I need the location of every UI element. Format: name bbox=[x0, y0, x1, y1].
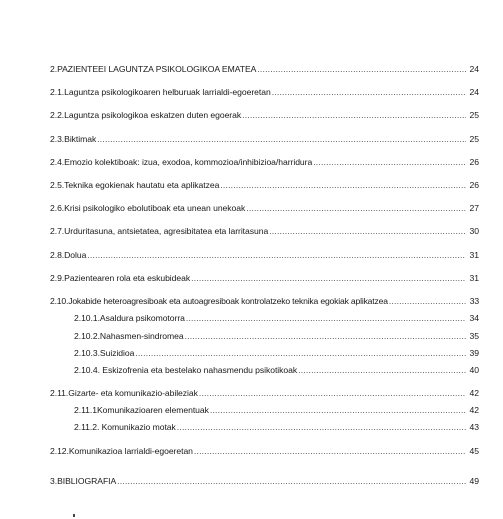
toc-page-number: 42 bbox=[469, 388, 479, 398]
toc-leader-dots bbox=[185, 331, 466, 342]
toc-entry[interactable] bbox=[50, 134, 479, 145]
toc-entry[interactable] bbox=[50, 226, 479, 237]
toc-entry[interactable] bbox=[74, 405, 479, 416]
toc-entry[interactable] bbox=[74, 422, 479, 433]
toc-leader-dots bbox=[272, 87, 466, 98]
toc-page-number: 30 bbox=[469, 226, 479, 236]
toc-page-number: 24 bbox=[469, 64, 479, 74]
toc-entry-title: 2.7.Urduritasuna, antsietatea, agresibitatea eta larritasuna bbox=[50, 226, 269, 236]
toc-entry-title: 2.5.Teknika egokienak hautatu eta aplikatzea bbox=[50, 180, 220, 190]
toc-page-number: 35 bbox=[469, 331, 479, 341]
toc-entry-title: 3.BIBLIOGRAFIA bbox=[50, 476, 117, 486]
toc-leader-dots bbox=[87, 250, 466, 261]
toc-page-number: 25 bbox=[469, 134, 479, 144]
toc-entry[interactable] bbox=[50, 476, 479, 487]
toc-leader-dots bbox=[191, 273, 466, 284]
toc-leader-dots bbox=[135, 348, 466, 359]
toc-entry-title: 2.9.Pazientearen rola eta eskubideak bbox=[50, 273, 191, 283]
toc-entry-title: 2.12.Komunikazioa larrialdi-egoeretan bbox=[50, 446, 193, 456]
toc-page-number: 33 bbox=[469, 296, 479, 306]
toc-entry[interactable] bbox=[50, 203, 479, 214]
toc-entry[interactable] bbox=[50, 157, 479, 168]
toc-entry[interactable] bbox=[74, 331, 479, 342]
toc-entry[interactable] bbox=[74, 348, 479, 359]
toc-leader-dots bbox=[210, 405, 466, 416]
text-cursor-mark bbox=[73, 514, 75, 517]
toc-entry[interactable] bbox=[74, 365, 479, 376]
toc-entry[interactable] bbox=[50, 296, 479, 307]
toc-entry-title: 2.11.1Komunikazioaren elementuak bbox=[74, 405, 209, 415]
toc-entry-title: 2.11.2. Komunikazio motak bbox=[74, 422, 176, 432]
toc-leader-dots bbox=[199, 388, 466, 399]
toc-page-number: 39 bbox=[469, 348, 479, 358]
toc-entry[interactable] bbox=[74, 313, 479, 324]
toc-page-number: 49 bbox=[469, 476, 479, 486]
toc-page-number: 24 bbox=[469, 87, 479, 97]
toc-page-number: 31 bbox=[469, 273, 479, 283]
toc-leader-dots bbox=[298, 365, 466, 376]
toc-leader-dots bbox=[242, 110, 466, 121]
toc-page-number: 40 bbox=[469, 365, 479, 375]
toc-entry[interactable] bbox=[50, 87, 479, 98]
toc-page-number: 45 bbox=[469, 446, 479, 456]
toc-leader-dots bbox=[313, 157, 466, 168]
toc-entry-title: 2.10.3.Suizidioa bbox=[74, 348, 135, 358]
toc-entry[interactable] bbox=[50, 273, 479, 284]
toc-entry-title: 2.1.Laguntza psikologikoaren helburuak larrialdi-egoeretan bbox=[50, 87, 271, 97]
toc-page-number: 26 bbox=[469, 180, 479, 190]
toc-entry[interactable] bbox=[50, 250, 479, 261]
toc-entry[interactable] bbox=[50, 110, 479, 121]
toc-leader-dots bbox=[257, 64, 466, 75]
toc-entry-title: 2.10.4. Eskizofrenia eta bestelako nahasmendu psikotikoak bbox=[74, 365, 298, 375]
toc-entry-title: 2.4.Emozio kolektiboak: izua, exodoa, kommozioa/inhibizioa/harridura bbox=[50, 157, 313, 167]
toc-entry-title: 2.10.2.Nahasmen-sindromea bbox=[74, 331, 184, 341]
toc-leader-dots bbox=[246, 203, 466, 214]
toc-page-number: 43 bbox=[469, 422, 479, 432]
toc-leader-dots bbox=[220, 180, 466, 191]
toc-entry-title: 2.8.Dolua bbox=[50, 250, 87, 260]
toc-entry-title: 2.3.Biktimak bbox=[50, 134, 97, 144]
toc-leader-dots bbox=[177, 422, 466, 433]
toc-leader-dots bbox=[186, 313, 466, 324]
toc-entry[interactable] bbox=[50, 388, 479, 399]
toc-page-number: 25 bbox=[469, 110, 479, 120]
toc-page-number: 26 bbox=[469, 157, 479, 167]
toc-entry-title: 2.PAZIENTEEI LAGUNTZA PSIKOLOGIKOA EMATEA bbox=[50, 64, 257, 74]
toc-entry-title: 2.11.Gizarte- eta komunikazio-abileziak bbox=[50, 388, 198, 398]
toc-entry[interactable] bbox=[50, 446, 479, 457]
toc-entry-title: 2.10.1.Asaldura psikomotorra bbox=[74, 313, 185, 323]
toc-page-number: 27 bbox=[469, 203, 479, 213]
toc-leader-dots bbox=[194, 446, 466, 457]
toc-page-number: 42 bbox=[469, 405, 479, 415]
toc-page-number: 34 bbox=[469, 313, 479, 323]
toc-page-number: 31 bbox=[469, 250, 479, 260]
toc-entry-title: 2.2.Laguntza psikologikoa eskatzen duten egoerak bbox=[50, 110, 242, 120]
toc-entry[interactable] bbox=[50, 180, 479, 191]
toc-entry-title: 2.10.Jokabide heteroagresiboak eta autoagresiboak kontrolatzeko teknika egokiak aplikatzea bbox=[50, 296, 388, 306]
toc-entry-title: 2.6.Krisi psikologiko ebolutiboak eta unean unekoak bbox=[50, 203, 246, 213]
toc-leader-dots bbox=[117, 476, 466, 487]
toc-leader-dots bbox=[389, 296, 466, 307]
toc-entry[interactable] bbox=[50, 64, 479, 75]
toc-leader-dots bbox=[97, 134, 466, 145]
toc-leader-dots bbox=[269, 226, 466, 237]
